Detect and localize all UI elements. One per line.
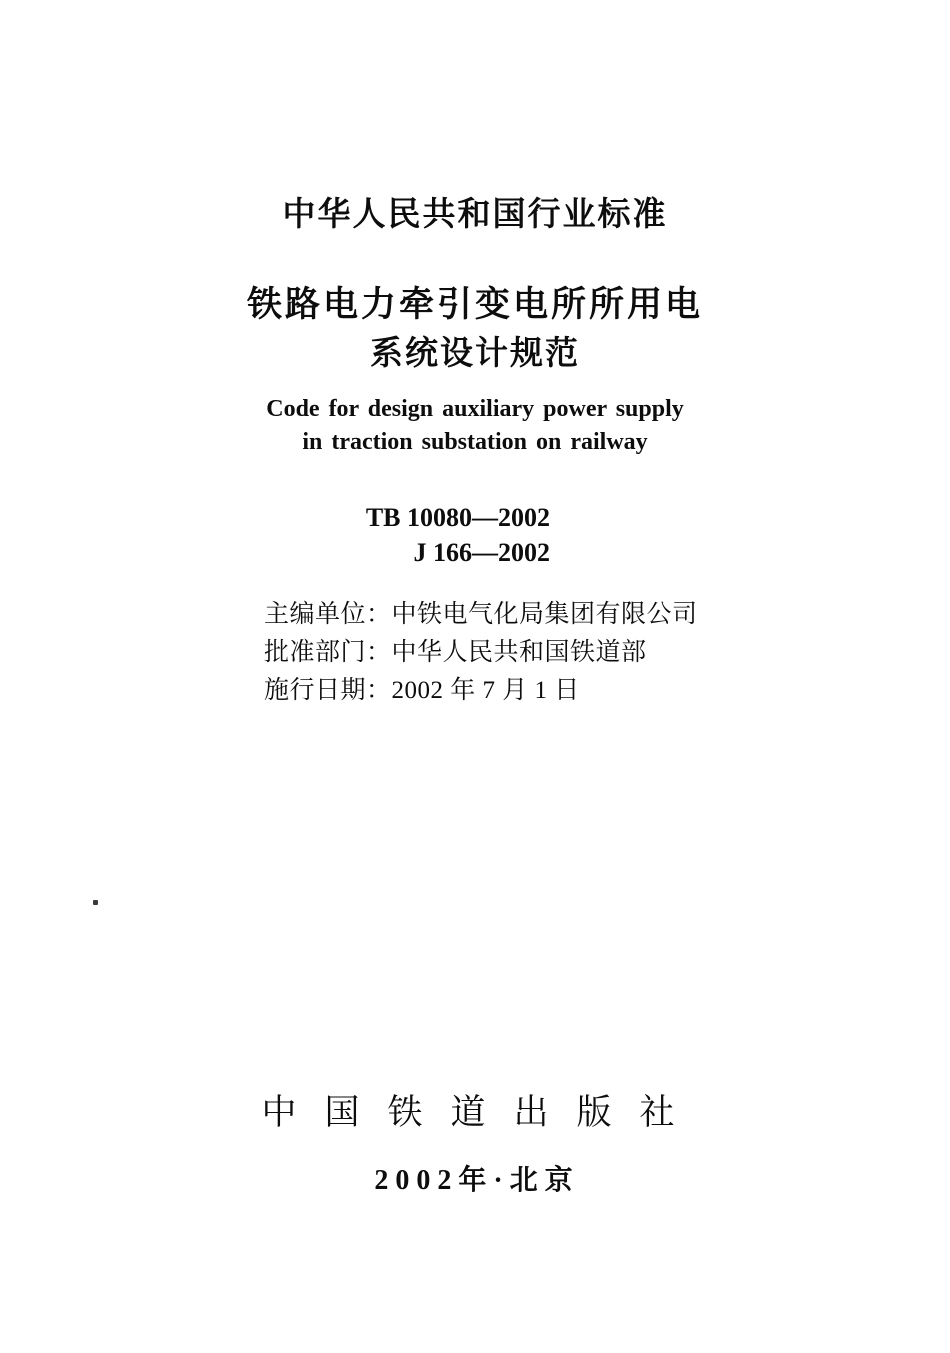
document-title-en-line2: in traction substation on railway [302, 429, 648, 455]
record-number: J 166—2002 [413, 538, 550, 567]
effective-date-line: 施行日期：2002 年 7 月 1 日 [264, 677, 580, 704]
document-title-cn-line1: 铁路电力牵引变电所所用电 [246, 285, 703, 324]
scan-artifact-dot [93, 900, 98, 905]
approval-department-line: 批准部门：中华人民共和国铁道部 [264, 639, 647, 666]
document-title-en-line1: Code for design auxiliary power supply [266, 396, 684, 422]
standard-codes [250, 500, 550, 570]
standard-category-heading: 中华人民共和国行业标准 [282, 195, 668, 232]
publisher-name: 中国铁道出版社 [261, 1093, 703, 1132]
standard-number: TB 10080—2002 [365, 503, 550, 532]
edition-year-city: 2002年·北京 [374, 1165, 580, 1196]
chief-editor-line: 主编单位：中铁电气化局集团有限公司 [264, 601, 698, 628]
publication-info [264, 596, 698, 710]
document-title-cn-line2: 系统设计规范 [370, 334, 580, 371]
